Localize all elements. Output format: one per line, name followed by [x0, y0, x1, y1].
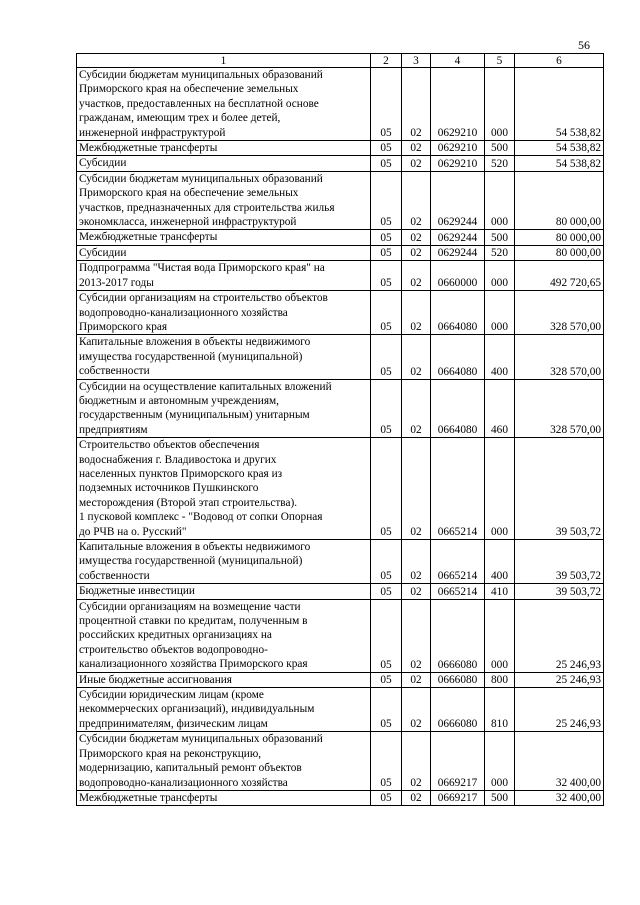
amount: 80 000,00: [515, 245, 604, 260]
amount: 39 503,72: [515, 438, 604, 540]
target-article-code: 0629210: [431, 156, 485, 171]
section-code: 05: [371, 171, 402, 230]
target-article-code: 0666080: [431, 672, 485, 687]
row-name: Субсидии организациям на возмещение части процентной ставки по кредитам, полученным в российских кредитных организациях на строительство объектов водопроводно- канализационного хозяйства Приморского края: [77, 599, 371, 672]
expense-type-code: 000: [485, 68, 515, 141]
target-article-code: 0669217: [431, 732, 485, 791]
amount: 39 503,72: [515, 584, 604, 599]
row-name: Бюджетные инвестиции: [77, 584, 371, 599]
row-name: Субсидии бюджетам муниципальных образований Приморского края на обеспечение земельных участков, предназначенных для строительства жилья экономкласса, инженерной инфраструктурой: [77, 171, 371, 230]
subsection-code: 02: [402, 379, 431, 438]
subsection-code: 02: [402, 540, 431, 584]
table-row: [77, 790, 604, 805]
section-code: 05: [371, 790, 402, 805]
row-name: Межбюджетные трансферты: [77, 790, 371, 805]
table-row: [77, 261, 604, 291]
table-row: [77, 68, 604, 141]
section-code: 05: [371, 688, 402, 732]
amount: 25 246,93: [515, 672, 604, 687]
amount: 328 570,00: [515, 379, 604, 438]
table-row: [77, 599, 604, 672]
expense-type-code: 400: [485, 540, 515, 584]
subsection-code: 02: [402, 584, 431, 599]
expense-type-code: 500: [485, 790, 515, 805]
table-row: [77, 156, 604, 171]
subsection-code: 02: [402, 790, 431, 805]
row-name: Межбюджетные трансферты: [77, 230, 371, 245]
subsection-code: 02: [402, 599, 431, 672]
expense-type-code: 000: [485, 171, 515, 230]
target-article-code: 0665214: [431, 438, 485, 540]
expense-type-code: 400: [485, 335, 515, 379]
subsection-code: 02: [402, 335, 431, 379]
section-code: 05: [371, 732, 402, 791]
table-row: [77, 438, 604, 540]
table-row: [77, 230, 604, 245]
table-row: [77, 584, 604, 599]
expense-type-code: 000: [485, 438, 515, 540]
table-row: [77, 540, 604, 584]
target-article-code: 0664080: [431, 379, 485, 438]
expense-type-code: 000: [485, 261, 515, 291]
table-row: [77, 171, 604, 230]
row-name: Капитальные вложения в объекты недвижимого имущества государственной (муниципальной) собственности: [77, 540, 371, 584]
col-header-6: 6: [515, 54, 604, 68]
expense-type-code: 000: [485, 291, 515, 335]
target-article-code: 0629244: [431, 230, 485, 245]
subsection-code: 02: [402, 141, 431, 156]
section-code: 05: [371, 230, 402, 245]
section-code: 05: [371, 245, 402, 260]
target-article-code: 0629244: [431, 171, 485, 230]
section-code: 05: [371, 438, 402, 540]
col-header-4: 4: [431, 54, 485, 68]
target-article-code: 0629244: [431, 245, 485, 260]
amount: 32 400,00: [515, 790, 604, 805]
amount: 80 000,00: [515, 230, 604, 245]
row-name: Субсидии: [77, 245, 371, 260]
table-row: [77, 672, 604, 687]
table-row: [77, 688, 604, 732]
amount: 54 538,82: [515, 141, 604, 156]
expense-type-code: 520: [485, 245, 515, 260]
subsection-code: 02: [402, 245, 431, 260]
subsection-code: 02: [402, 732, 431, 791]
table-row: [77, 245, 604, 260]
amount: 80 000,00: [515, 171, 604, 230]
section-code: 05: [371, 261, 402, 291]
col-header-3: 3: [402, 54, 431, 68]
page-number: 56: [578, 38, 590, 52]
target-article-code: 0666080: [431, 599, 485, 672]
expense-type-code: 500: [485, 141, 515, 156]
expense-type-code: 800: [485, 672, 515, 687]
section-code: 05: [371, 540, 402, 584]
target-article-code: 0629210: [431, 141, 485, 156]
subsection-code: 02: [402, 156, 431, 171]
target-article-code: 0629210: [431, 68, 485, 141]
expense-type-code: 500: [485, 230, 515, 245]
row-name: Субсидии бюджетам муниципальных образований Приморского края на реконструкцию, модернизацию, капитальный ремонт объектов водопроводно-канализационного хозяйства: [77, 732, 371, 791]
expense-type-code: 410: [485, 584, 515, 599]
row-name: Субсидии организациям на строительство объектов водопроводно-канализационного хозяйства Приморского края: [77, 291, 371, 335]
expense-type-code: 000: [485, 732, 515, 791]
row-name: Иные бюджетные ассигнования: [77, 672, 371, 687]
subsection-code: 02: [402, 261, 431, 291]
row-name: Межбюджетные трансферты: [77, 141, 371, 156]
expense-type-code: 460: [485, 379, 515, 438]
table-row: [77, 141, 604, 156]
row-name: Капитальные вложения в объекты недвижимого имущества государственной (муниципальной) собственности: [77, 335, 371, 379]
amount: 328 570,00: [515, 335, 604, 379]
section-code: 05: [371, 672, 402, 687]
amount: 25 246,93: [515, 599, 604, 672]
row-name: Субсидии: [77, 156, 371, 171]
row-name: Субсидии юридическим лицам (кроме некоммерческих организаций), индивидуальным предпринимателям, физическим лицам: [77, 688, 371, 732]
target-article-code: 0664080: [431, 335, 485, 379]
target-article-code: 0664080: [431, 291, 485, 335]
subsection-code: 02: [402, 171, 431, 230]
target-article-code: 0660000: [431, 261, 485, 291]
amount: 328 570,00: [515, 291, 604, 335]
table-row: [77, 379, 604, 438]
amount: 25 246,93: [515, 688, 604, 732]
col-header-2: 2: [371, 54, 402, 68]
row-name: Субсидии бюджетам муниципальных образований Приморского края на обеспечение земельных участков, предоставленных на бесплатной основе гражданам, имеющим трех и более детей, инженерной инфраструктурой: [77, 68, 371, 141]
amount: 54 538,82: [515, 156, 604, 171]
amount: 492 720,65: [515, 261, 604, 291]
target-article-code: 0665214: [431, 540, 485, 584]
row-name: Субсидии на осуществление капитальных вложений бюджетным и автономным учреждениям, государственным (муниципальным) унитарным предприятиям: [77, 379, 371, 438]
table-row: [77, 291, 604, 335]
subsection-code: 02: [402, 688, 431, 732]
expense-type-code: 000: [485, 599, 515, 672]
subsection-code: 02: [402, 672, 431, 687]
table-body: [77, 68, 604, 806]
section-code: 05: [371, 68, 402, 141]
subsection-code: 02: [402, 291, 431, 335]
amount: 54 538,82: [515, 68, 604, 141]
target-article-code: 0669217: [431, 790, 485, 805]
row-name: Строительство объектов обеспечения водоснабжения г. Владивостока и других населенных пунктов Приморского края из подземных источников Пушкинского месторождения (Второй этап строительства). 1 пусковой комплекс - "Водовод от сопки Опорная до РЧВ на о. Русский": [77, 438, 371, 540]
section-code: 05: [371, 599, 402, 672]
target-article-code: 0666080: [431, 688, 485, 732]
target-article-code: 0665214: [431, 584, 485, 599]
table-header-row: [77, 54, 604, 68]
section-code: 05: [371, 584, 402, 599]
amount: 39 503,72: [515, 540, 604, 584]
amount: 32 400,00: [515, 732, 604, 791]
col-header-1: 1: [77, 54, 371, 68]
budget-table: [76, 53, 604, 806]
subsection-code: 02: [402, 68, 431, 141]
section-code: 05: [371, 141, 402, 156]
expense-type-code: 520: [485, 156, 515, 171]
table-row: [77, 335, 604, 379]
section-code: 05: [371, 291, 402, 335]
subsection-code: 02: [402, 438, 431, 540]
section-code: 05: [371, 156, 402, 171]
table-row: [77, 732, 604, 791]
section-code: 05: [371, 335, 402, 379]
row-name: Подпрограмма "Чистая вода Приморского края" на 2013-2017 годы: [77, 261, 371, 291]
expense-type-code: 810: [485, 688, 515, 732]
subsection-code: 02: [402, 230, 431, 245]
section-code: 05: [371, 379, 402, 438]
col-header-5: 5: [485, 54, 515, 68]
